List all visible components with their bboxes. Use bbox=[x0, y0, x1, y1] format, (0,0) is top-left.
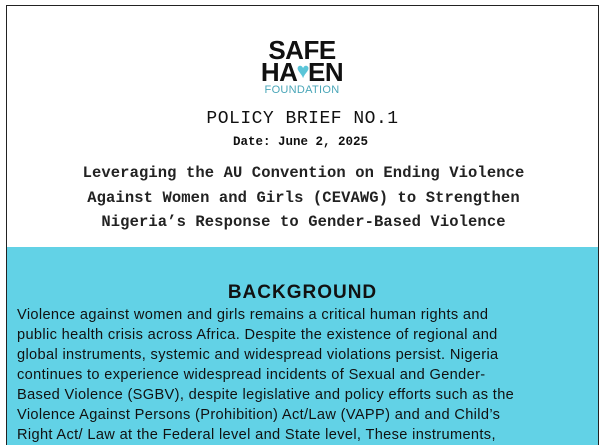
paragraph-line: Violence Against Persons (Prohibition) Act/Law (VAPP) and and Child’s bbox=[17, 407, 501, 423]
headline-line: Leveraging the AU Convention on Ending Violence bbox=[82, 164, 525, 182]
safe-haven-logo bbox=[257, 35, 347, 96]
paragraph-line: Based Violence (SGBV), despite legislative and policy efforts such as the bbox=[17, 387, 515, 403]
paragraph-line: continues to experience widespread incidents of Sexual and Gender- bbox=[17, 367, 486, 383]
brief-headline bbox=[27, 161, 580, 235]
logo-foundation: FOUNDATION bbox=[264, 84, 340, 96]
paragraph-line: global instruments, systemic and widespread violations persist. Nigeria bbox=[17, 347, 499, 363]
logo-word-safe: SAFE bbox=[268, 35, 336, 65]
headline-line: Nigeria’s Response to Gender-Based Violence bbox=[101, 213, 506, 231]
paragraph-line: Right Act/ Law at the Federal level and State level, These instruments, bbox=[17, 427, 496, 443]
headline-line: Against Women and Girls (CEVAWG) to Strengthen bbox=[87, 188, 520, 207]
background-paragraph bbox=[17, 305, 591, 445]
logo-word-haven: HA♥EN bbox=[260, 57, 344, 87]
brief-title: POLICY BRIEF NO.1 bbox=[206, 109, 399, 129]
paragraph-line: public health crisis across Africa. Despite the existence of regional and bbox=[17, 327, 498, 343]
document-page bbox=[6, 5, 599, 445]
paragraph-line: Violence against women and girls remains a critical human rights and bbox=[17, 307, 489, 323]
section-heading-background: BACKGROUND bbox=[227, 282, 378, 303]
brief-date: Date: June 2, 2025 bbox=[233, 135, 369, 149]
heart-icon: ♥ bbox=[296, 58, 309, 83]
